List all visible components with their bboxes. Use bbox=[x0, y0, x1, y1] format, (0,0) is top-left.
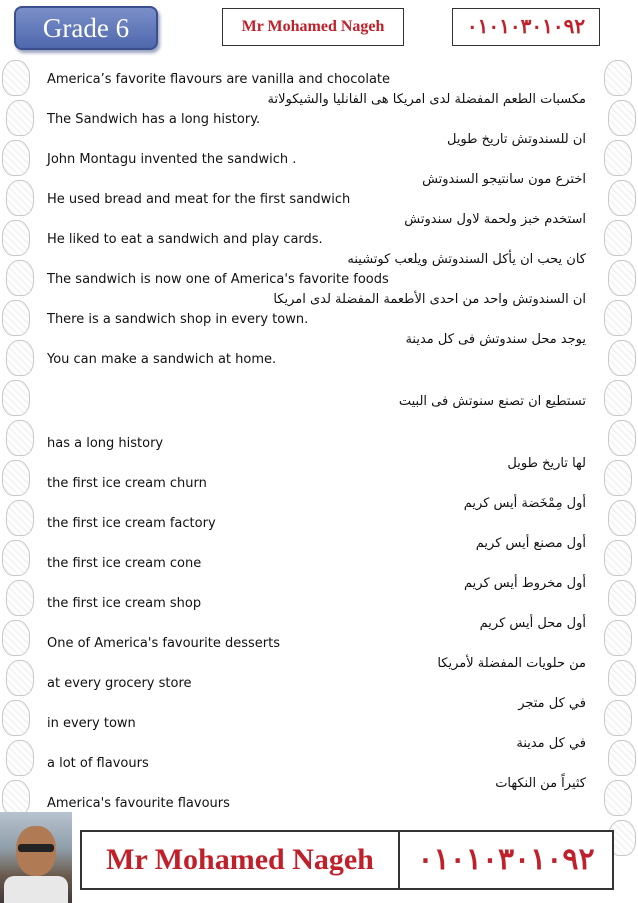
sentence-en: The Sandwich has a long history. bbox=[47, 112, 261, 127]
sketch-figure-icon bbox=[604, 60, 632, 96]
phrase-ar: لها تاريخ طويل bbox=[507, 456, 586, 471]
phrase-en: in every town bbox=[47, 716, 136, 731]
sketch-figure-icon bbox=[2, 380, 30, 416]
sentence-list bbox=[47, 70, 596, 412]
sentence-en: There is a sandwich shop in every town. bbox=[47, 312, 309, 327]
sketch-figure-icon bbox=[608, 580, 636, 616]
header-teacher-name: Mr Mohamed Nageh bbox=[222, 8, 404, 46]
spacer bbox=[47, 412, 596, 434]
sketch-figure-icon bbox=[6, 180, 34, 216]
left-decorative-border bbox=[0, 0, 36, 903]
page-footer bbox=[0, 812, 638, 903]
sketch-figure-icon bbox=[6, 740, 34, 776]
sketch-figure-icon bbox=[6, 260, 34, 296]
phrase-ar: من حلويات المفضلة لأمريكا bbox=[437, 656, 586, 671]
sentence-ar: كان يحب ان يأكل السندوتش ويلعب كوتشينه bbox=[347, 252, 586, 267]
phrase-ar: أول مخروط أيس كريم bbox=[464, 576, 586, 591]
sentence-ar: ان السندوتش واحد من احدى الأطعمة المفضلة لدى امريكا bbox=[273, 292, 586, 307]
phrase-en: the first ice cream churn bbox=[47, 476, 207, 491]
sentence-ar: ان للسندوتش تاريخ طويل bbox=[446, 132, 586, 147]
sentence-en: He used bread and meat for the first sandwich bbox=[47, 192, 351, 207]
shirt-shape bbox=[4, 876, 68, 903]
sketch-figure-icon bbox=[604, 460, 632, 496]
sentence-ar: تستطيع ان تصنع سنوتش فى البيت bbox=[398, 394, 586, 409]
right-decorative-border bbox=[602, 0, 638, 903]
phrase-ar: في كل متجر bbox=[518, 696, 586, 711]
phrase-en: America's favourite flavours bbox=[47, 796, 230, 811]
sketch-figure-icon bbox=[6, 580, 34, 616]
sketch-figure-icon bbox=[604, 300, 632, 336]
sketch-figure-icon bbox=[6, 420, 34, 456]
spacer bbox=[47, 370, 596, 392]
phrase-en: at every grocery store bbox=[47, 676, 192, 691]
sketch-figure-icon bbox=[604, 540, 632, 576]
sketch-figure-icon bbox=[2, 700, 30, 736]
sentence-en: He liked to eat a sandwich and play cards. bbox=[47, 232, 323, 247]
sketch-figure-icon bbox=[2, 620, 30, 656]
sketch-figure-icon bbox=[6, 500, 34, 536]
sketch-figure-icon bbox=[608, 740, 636, 776]
sentence-ar: استخدم خبز ولحمة لاول سندوتش bbox=[404, 212, 586, 227]
sentence-en: You can make a sandwich at home. bbox=[47, 352, 277, 367]
phrase-ar: أول محل أيس كريم bbox=[479, 616, 586, 631]
phrase-en: the first ice cream shop bbox=[47, 596, 202, 611]
phrase-en: the first ice cream cone bbox=[47, 556, 202, 571]
phrase-en: One of America's favourite desserts bbox=[47, 636, 280, 651]
sketch-figure-icon bbox=[604, 380, 632, 416]
phrase-en: the first ice cream factory bbox=[47, 516, 216, 531]
phrase-ar: أول مِمْخَضة أيس كريم bbox=[463, 496, 586, 511]
phrase-en: has a long history bbox=[47, 436, 164, 451]
sketch-figure-icon bbox=[608, 180, 636, 216]
sketch-figure-icon bbox=[608, 340, 636, 376]
page-header bbox=[0, 0, 638, 52]
footer-teacher-name: Mr Mohamed Nageh bbox=[80, 830, 400, 890]
sentence-ar: مكسبات الطعم المفضلة لدى امريكا هى الفانليا والشيكولاتة bbox=[267, 92, 586, 107]
sentence-en: America’s favorite flavours are vanilla and chocolate bbox=[47, 72, 391, 87]
teacher-photo bbox=[0, 812, 72, 903]
grade-badge: Grade 6 bbox=[14, 6, 158, 50]
sketch-figure-icon bbox=[604, 140, 632, 176]
phrase-list bbox=[47, 434, 596, 814]
sketch-figure-icon bbox=[604, 700, 632, 736]
sketch-figure-icon bbox=[608, 660, 636, 696]
sunglasses-shape bbox=[18, 844, 54, 852]
phrase-en: a lot of flavours bbox=[47, 756, 149, 771]
sketch-figure-icon bbox=[2, 220, 30, 256]
sketch-figure-icon bbox=[608, 260, 636, 296]
sketch-figure-icon bbox=[6, 100, 34, 136]
phrase-ar: في كل مدينة bbox=[516, 736, 586, 751]
phrase-ar: كثيراً من النكهات bbox=[495, 776, 586, 791]
sentence-ar: يوجد محل سندوتش فى كل مدينة bbox=[405, 332, 586, 347]
sketch-figure-icon bbox=[608, 100, 636, 136]
sketch-figure-icon bbox=[2, 60, 30, 96]
footer-phone: ٠١٠١٠٣٠١٠٩٢ bbox=[398, 830, 614, 890]
sketch-figure-icon bbox=[604, 220, 632, 256]
sentence-en: The sandwich is now one of America's favorite foods bbox=[47, 272, 389, 287]
sketch-figure-icon bbox=[604, 620, 632, 656]
header-phone: ٠١٠١٠٣٠١٠٩٢ bbox=[452, 8, 600, 46]
sketch-figure-icon bbox=[6, 660, 34, 696]
sketch-figure-icon bbox=[604, 780, 632, 816]
sketch-figure-icon bbox=[2, 300, 30, 336]
worksheet-content bbox=[47, 70, 596, 814]
sentence-en: John Montagu invented the sandwich . bbox=[47, 152, 297, 167]
sketch-figure-icon bbox=[608, 420, 636, 456]
phrase-ar: أول مصنع أيس كريم bbox=[475, 536, 586, 551]
sketch-figure-icon bbox=[2, 140, 30, 176]
sentence-ar: اخترع مون سانتيجو السندوتش bbox=[422, 172, 586, 187]
sketch-figure-icon bbox=[2, 540, 30, 576]
sketch-figure-icon bbox=[2, 460, 30, 496]
sketch-figure-icon bbox=[608, 500, 636, 536]
sketch-figure-icon bbox=[6, 340, 34, 376]
sketch-figure-icon bbox=[2, 780, 30, 816]
